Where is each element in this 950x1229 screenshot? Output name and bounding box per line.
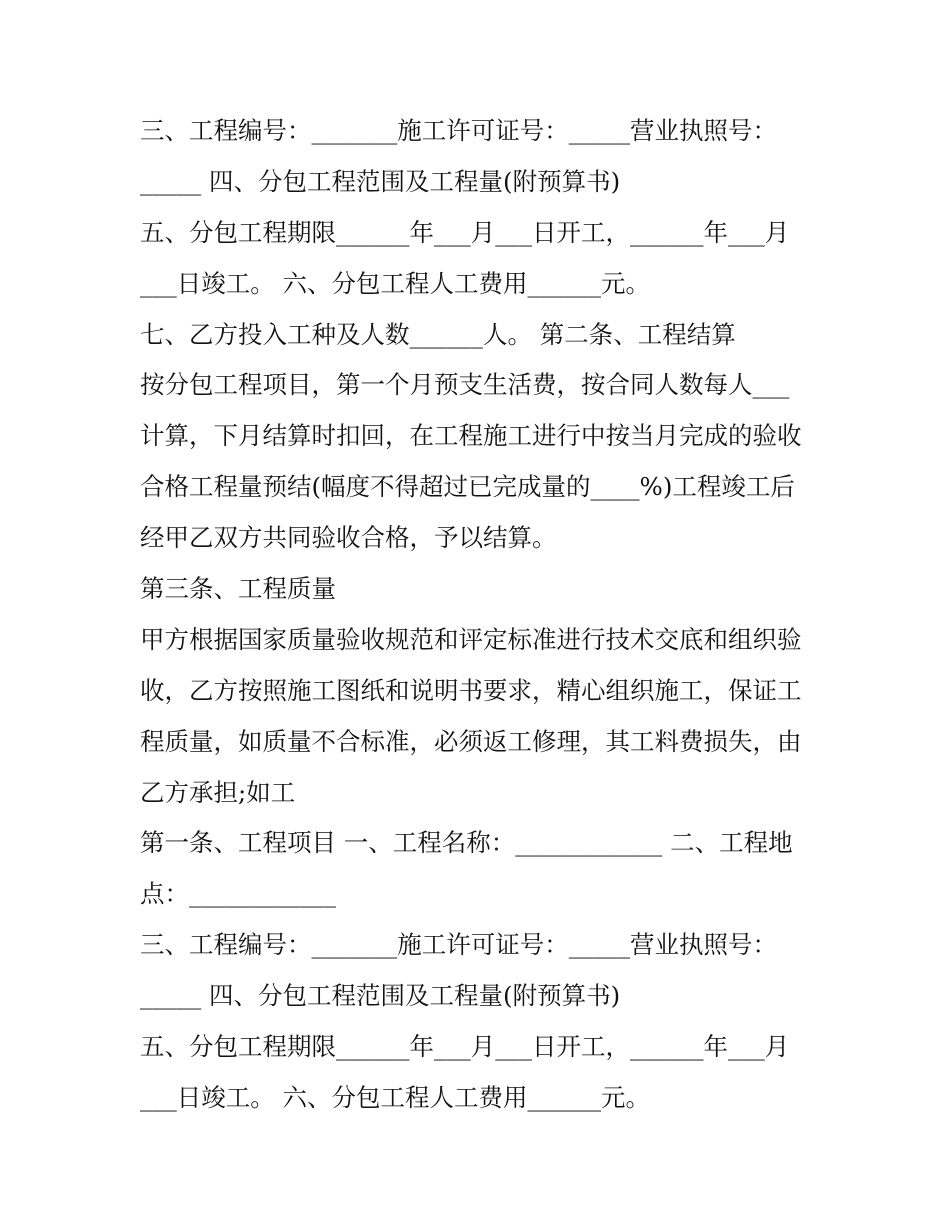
text-line: 五、分包工程期限______年___月___日开工，______年___月 bbox=[140, 217, 790, 247]
text-line: _____ 四、分包工程范围及工程量(附预算书) bbox=[140, 166, 621, 196]
text-line: 七、乙方投入工种及人数______人。 第二条、工程结算 bbox=[140, 319, 736, 349]
text-line: ___日竣工。 六、分包工程人工费用______元。 bbox=[140, 268, 651, 298]
section-heading: 第三条、工程质量 bbox=[140, 574, 336, 604]
text-line: 收，乙方按照施工图纸和说明书要求，精心组织施工，保证工 bbox=[140, 675, 802, 705]
text-line: 计算，下月结算时扣回，在工程施工进行中按当月完成的验收 bbox=[140, 421, 802, 451]
text-line: 甲方根据国家质量验收规范和评定标准进行技术交底和组织验 bbox=[140, 624, 802, 654]
text-line: 三、工程编号：_______施工许可证号：_____营业执照号： bbox=[140, 930, 777, 960]
text-line: 第一条、工程项目 一、工程名称：____________ 二、工程地 bbox=[140, 828, 793, 858]
text-line: 合格工程量预结(幅度不得超过已完成量的____%)工程竣工后 bbox=[140, 472, 795, 502]
text-line: _____ 四、分包工程范围及工程量(附预算书) bbox=[140, 981, 621, 1011]
document-body bbox=[140, 106, 820, 1124]
text-line: 五、分包工程期限______年___月___日开工，______年___月 bbox=[140, 1032, 790, 1062]
text-line: 三、工程编号：_______施工许可证号：_____营业执照号： bbox=[140, 116, 777, 145]
text-line: 乙方承担;如工 bbox=[140, 777, 296, 807]
text-line: 按分包工程项目，第一个月预支生活费，按合同人数每人___ bbox=[140, 370, 790, 400]
text-line: 经甲乙双方共同验收合格，予以结算。 bbox=[140, 523, 557, 553]
text-line: ___日竣工。 六、分包工程人工费用______元。 bbox=[140, 1082, 651, 1112]
text-line: 点：____________ bbox=[140, 879, 336, 909]
text-line: 程质量，如质量不合标准，必须返工修理，其工料费损失，由 bbox=[140, 726, 802, 756]
